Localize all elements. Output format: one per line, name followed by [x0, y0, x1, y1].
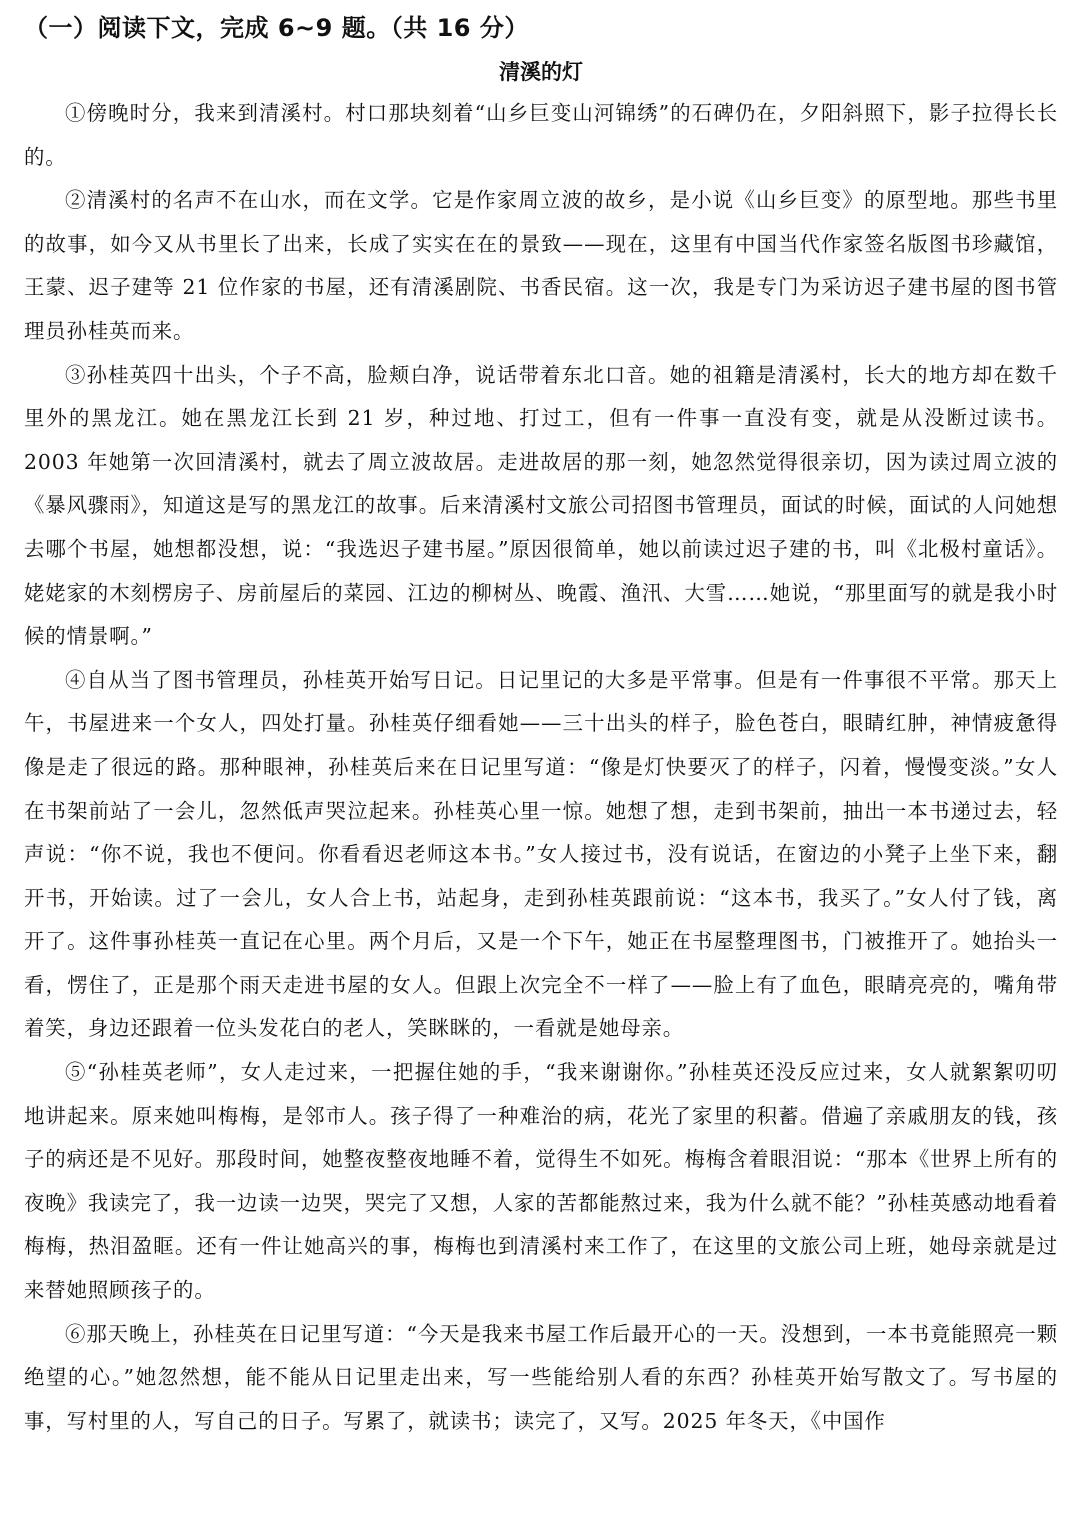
paragraph-6: ⑥那天晚上，孙桂英在日记里写道：“今天是我来书屋工作后最开心的一天。没想到，一本书竟能照亮一颗绝望的心。”她忽然想，能不能从日记里走出来，写一些能给别人看的东西？孙桂英开始写散文了。写书屋的事，写村里的人，写自己的日子。写累了，就读书；读完了，又写。2025 年冬天，《中国作 [24, 1321, 1058, 1433]
paragraph-2: ②清溪村的名声不在山水，而在文学。它是作家周立波的故乡，是小说《山乡巨变》的原型地。那些书里的故事，如今又从书里长了出来，长成了实实在在的景致——现在，这里有中国当代作家签名版图书珍藏馆，王蒙、迟子建等 21 位作家的书屋，还有清溪剧院、书香民宿。这一次，我是专门为采访迟子建书屋的图书管理员孙桂英而来。 [24, 188, 1058, 343]
article-title: 清溪的灯 [499, 60, 583, 84]
article-body [24, 92, 1058, 1443]
paragraph-5: ⑤“孙桂英老师”，女人走过来，一把握住她的手，“我来谢谢你。”孙桂英还没反应过来，女人就絮絮叨叨地讲起来。原来她叫梅梅，是邻市人。孩子得了一种难治的病，花光了家里的积蓄。借遍了亲戚朋友的钱，孩子的病还是不见好。那段时间，她整夜整夜地睡不着，觉得生不如死。梅梅含着眼泪说：“那本《世界上所有的夜晚》我读完了，我一边读一边哭，哭完了又想，人家的苦都能熬过来，我为什么就不能？”孙桂英感动地看着梅梅，热泪盈眶。还有一件让她高兴的事，梅梅也到清溪村来工作了，在这里的文旅公司上班，她母亲就是过来替她照顾孩子的。 [24, 1060, 1058, 1303]
paragraph-3: ③孙桂英四十出头，个子不高，脸颊白净，说话带着东北口音。她的祖籍是清溪村，长大的地方却在数千里外的黑龙江。她在黑龙江长到 21 岁，种过地、打过工，但有一件事一直没有变，就是从没断过读书。2003 年她第一次回清溪村，就去了周立波故居。走进故居的那一刻，她忽然觉得很亲切，因为读过周立波的《暴风骤雨》，知道这是写的黑龙江的故事。后来清溪村文旅公司招图书管理员，面试的时候，面试的人问她想去哪个书屋，她想都没想，说：“我选迟子建书屋。”原因很简单，她以前读过迟子建的书，叫《北极村童话》。姥姥家的木刻楞房子、房前屋后的菜园、江边的柳树丛、晚霞、渔汛、大雪……她说，“那里面写的就是我小时候的情景啊。” [24, 362, 1058, 649]
paragraph-4: ④自从当了图书管理员，孙桂英开始写日记。日记里记的大多是平常事。但是有一件事很不平常。那天上午，书屋进来一个女人，四处打量。孙桂英仔细看她——三十出头的样子，脸色苍白，眼睛红肿，神情疲惫得像是走了很远的路。那种眼神，孙桂英后来在日记里写道：“像是灯快要灭了的样子，闪着，慢慢变淡。”女人在书架前站了一会儿，忽然低声哭泣起来。孙桂英心里一惊。她想了想，走到书架前，抽出一本书递过去，轻声说：“你不说，我也不便问。你看看迟老师这本书。”女人接过书，没有说话，在窗边的小凳子上坐下来，翻开书，开始读。过了一会儿，女人合上书，站起身，走到孙桂英跟前说：“这本书，我买了。”女人付了钱，离开了。这件事孙桂英一直记在心里。两个月后，又是一个下午，她正在书屋整理图书，门被推开了。她抬头一看，愣住了，正是那个雨天走进书屋的女人。但跟上次完全不一样了——脸上有了血色，眼睛亮亮的，嘴角带着笑，身边还跟着一位头发花白的老人，笑眯眯的，一看就是她母亲。 [24, 667, 1058, 1041]
section-heading: （一）阅读下文，完成 6~9 题。（共 16 分） [24, 14, 529, 42]
paragraph-1: ①傍晚时分，我来到清溪村。村口那块刻着“山乡巨变山河锦绣”的石碑仍在，夕阳斜照下，影子拉得长长的。 [24, 101, 1058, 169]
